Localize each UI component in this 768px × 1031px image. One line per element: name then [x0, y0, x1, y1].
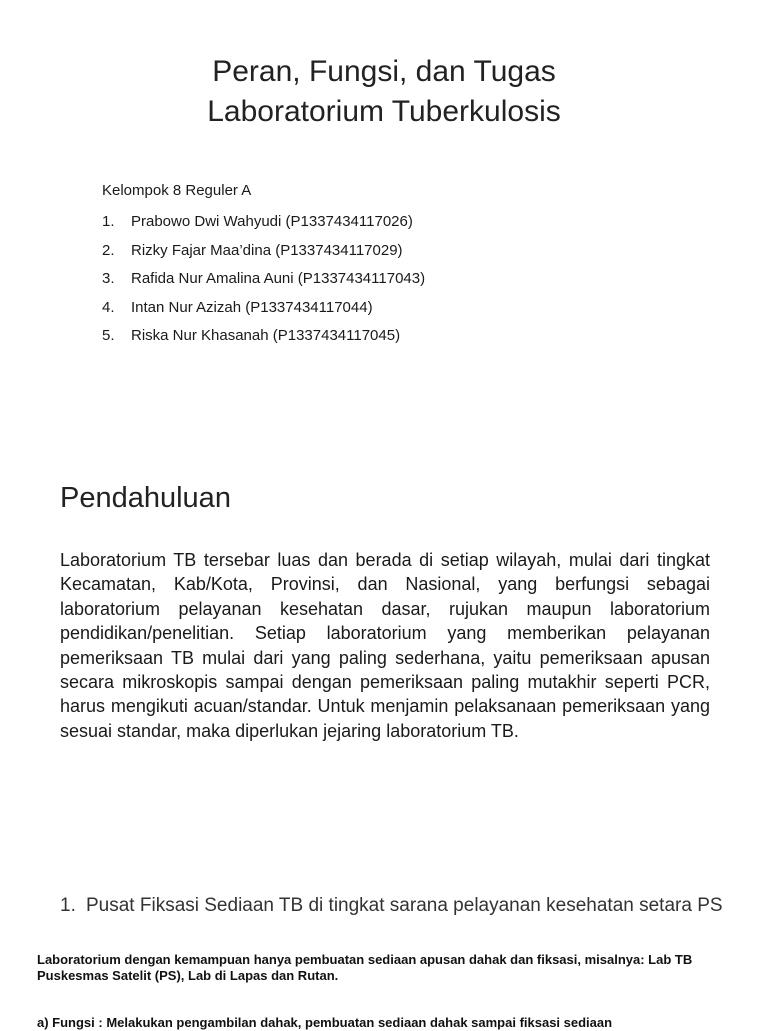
member-number: 1. [102, 213, 115, 230]
slide-introduction [0, 460, 768, 840]
slide-title [0, 0, 768, 420]
member-name: Prabowo Dwi Wahyudi (P1337434117026) [131, 213, 413, 230]
title-line-1: Peran, Fungsi, dan Tugas [212, 55, 556, 88]
subheading-text: Pusat Fiksasi Sediaan TB di tingkat sarana pelayanan kesehatan setara PS [86, 895, 723, 916]
body-paragraph: Laboratorium TB tersebar luas dan berada di setiap wilayah, mulai dari tingkat Kecamatan, Kab/Kota, Provinsi, dan Nasional, yang berfungsi sebagai laboratorium pelayanan kesehatan dasar, rujukan maupun laboratorium pendidikan/penelitian. Setiap laboratorium yang memberikan pelayanan pemeriksaan TB mulai dari yang paling sederhana, yaitu pemeriksaan apusan secara mikroskopis sampai dengan pemeriksaan paling mutakhir seperti PCR, harus mengikuti acuan/standar. Untuk menjamin pelaksanaan pemeriksaan yang sesuai standar, maka diperlukan jejaring laboratorium TB. [60, 550, 710, 741]
member-list [102, 208, 425, 351]
member-name: Intan Nur Azizah (P1337434117044) [131, 298, 373, 316]
member-item [102, 265, 425, 294]
member-name: Rizky Fajar Maa’dina (P1337434117029) [131, 241, 403, 259]
page-title [0, 52, 768, 132]
member-number: 5. [102, 327, 115, 344]
function-line: a) Fungsi : Melakukan pengambilan dahak, pembuatan sediaan dahak sampai fiksasi sediaan [37, 1015, 613, 1030]
member-number: 2. [102, 241, 115, 259]
member-item [102, 294, 425, 323]
slide-fixation-center [0, 880, 768, 1030]
title-line-2: Laboratorium Tuberkulosis [207, 95, 561, 128]
member-item [102, 208, 425, 237]
member-name: Rafida Nur Amalina Auni (P1337434117043) [131, 270, 426, 287]
section-subheading [60, 892, 723, 920]
member-item [102, 237, 425, 266]
member-number: 3. [102, 270, 115, 287]
member-item [102, 322, 425, 351]
description-note: Laboratorium dengan kemampuan hanya pembuatan sediaan apusan dahak dan fiksasi, misalnya: Lab TB Puskesmas Satelit (PS), Lab di Lapas dan Rutan. [37, 952, 693, 983]
member-number: 4. [102, 298, 115, 316]
group-label: Kelompok 8 Reguler A [102, 182, 252, 199]
section-heading: Pendahuluan [60, 482, 231, 514]
member-name: Riska Nur Khasanah (P1337434117045) [131, 327, 401, 344]
subheading-number: 1. [60, 895, 76, 916]
